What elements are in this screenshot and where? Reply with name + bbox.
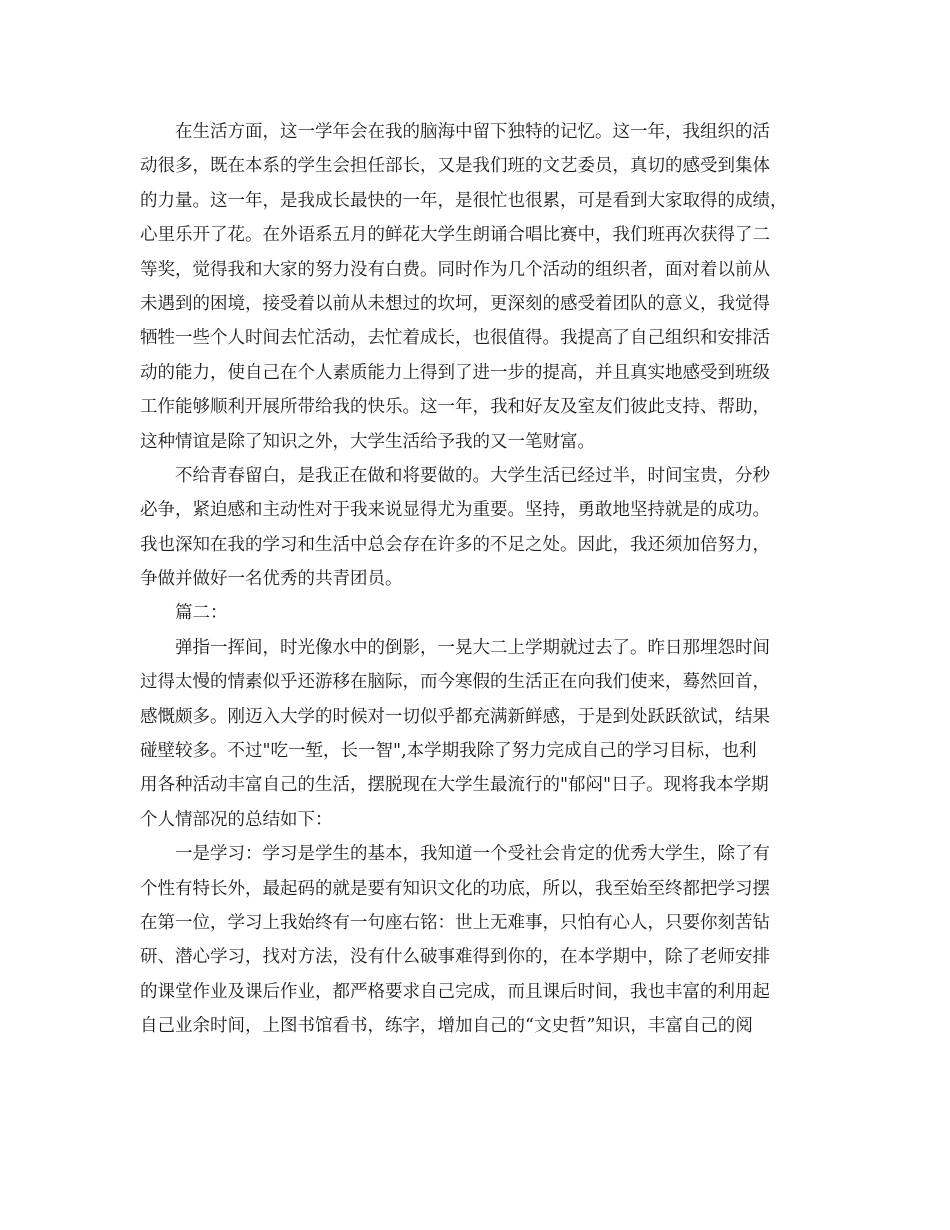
text-line: 必争，紧迫感和主动性对于我来说显得尤为重要。坚持，勇敢地坚持就是的成功。 <box>140 500 770 521</box>
document-body <box>140 115 820 1044</box>
paragraph-study <box>140 837 820 1043</box>
text-line: 用各种活动丰富自己的生活，摆脱现在大学生最流行的"郁闷"日子。现将我本学期 <box>140 775 769 796</box>
text-line: 的课堂作业及课后作业，都严格要求自己完成，而且课后时间，我也丰富的利用起 <box>140 981 770 1002</box>
paragraph-youth <box>140 459 820 597</box>
paragraph-semester <box>140 631 820 837</box>
text-line: 工作能够顺利开展所带给我的快乐。这一年，我和好友及室友们彼此支持、帮助， <box>140 397 770 418</box>
text-line: 未遇到的困境，接受着以前从未想过的坎坷，更深刻的感受着团队的意义，我觉得 <box>140 293 770 314</box>
text-line: 感慨颇多。刚迈入大学的时候对一切似乎都充满新鲜感，于是到处跃跃欲试，结果 <box>140 706 770 727</box>
section-title: 篇二： <box>175 603 228 624</box>
text-line: 心里乐开了花。在外语系五月的鲜花大学生朗诵合唱比赛中，我们班再次获得了二 <box>140 225 770 246</box>
text-line: 我也深知在我的学习和生活中总会存在许多的不足之处。因此，我还须加倍努力， <box>140 534 770 555</box>
text-line: 争做并做好一名优秀的共青团员。 <box>140 569 403 590</box>
text-line: 过得太慢的情素似乎还游移在脑际，而今寒假的生活正在向我们使来，蓦然回首， <box>140 672 770 693</box>
text-line: 个性有特长外，最起码的就是要有知识文化的功底，所以，我至始至终都把学习摆 <box>140 878 770 899</box>
text-line: 个人情部况的总结如下： <box>140 809 333 830</box>
text-line: 动很多，既在本系的学生会担任部长，又是我们班的文艺委员，真切的感受到集体 <box>140 156 770 177</box>
text-line: 弹指一挥间，时光像水中的倒影，一晃大二上学期就过去了。昨日那埋怨时间 <box>175 637 770 658</box>
text-line: 这种情谊是除了知识之外，大学生活给予我的又一笔财富。 <box>140 431 595 452</box>
section-heading <box>140 596 820 630</box>
text-line: 自己业余时间，上图书馆看书，练字，增加自己的“文史哲”知识，丰富自己的阅 <box>140 1016 753 1037</box>
text-line: 牺牲一些个人时间去忙活动，去忙着成长，也很值得。我提高了自己组织和安排活 <box>140 328 770 349</box>
text-line: 的力量。这一年，是我成长最快的一年，是很忙也很累，可是看到大家取得的成绩， <box>140 190 788 211</box>
text-line: 在第一位，学习上我始终有一句座右铭：世上无难事，只怕有心人，只要你刻苦钻 <box>140 912 770 933</box>
text-line: 动的能力，使自己在个人素质能力上得到了进一步的提高，并且真实地感受到班级 <box>140 362 770 383</box>
text-line: 等奖，觉得我和大家的努力没有白费。同时作为几个活动的组织者，面对着以前从 <box>140 259 770 280</box>
text-line: 研、潜心学习，找对方法，没有什么破事难得到你的，在本学期中，除了老师安排 <box>140 947 770 968</box>
text-line: 一是学习：学习是学生的基本，我知道一个受社会肯定的优秀大学生，除了有 <box>175 844 770 865</box>
text-line: 在生活方面，这一学年会在我的脑海中留下独特的记忆。这一年，我组织的活 <box>175 122 770 142</box>
text-line: 不给青春留白，是我正在做和将要做的。大学生活已经过半，时间宝贵，分秒 <box>175 465 770 486</box>
paragraph-life <box>140 115 820 459</box>
text-line: 碰壁较多。不过"吃一堑，长一智",本学期我除了努力完成自己的学习目标，也利 <box>140 741 757 762</box>
